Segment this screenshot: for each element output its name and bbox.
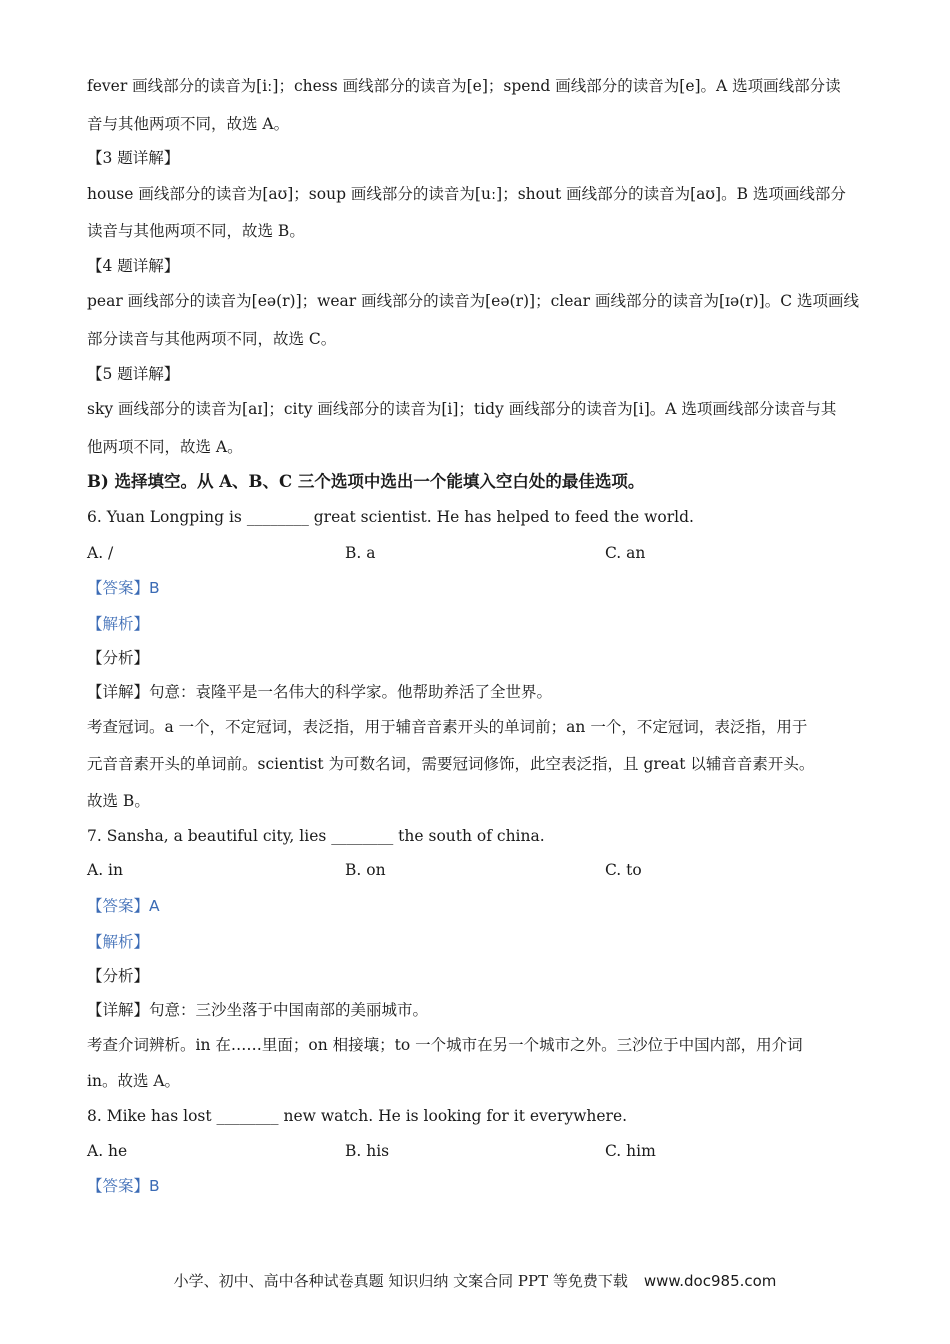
analysis-label: 【解析】 [87, 615, 150, 633]
detail-line: 【详解】句意：袁隆平是一名伟大的科学家。他帮助养活了全世界。 [87, 683, 553, 701]
section-heading: B) 选择填空。从 A、B、C 三个选项中选出一个能填入空白处的最佳选项。 [87, 472, 645, 491]
option-a: A. / [87, 544, 114, 562]
explanation-line: 元音音素开头的单词前。scientist 为可数名词，需要冠词修饰，此空表泛指，且 great 以辅音音素开头。 [87, 755, 815, 773]
explanation-line: in。故选 A。 [87, 1072, 181, 1090]
option-c: C. to [605, 861, 642, 879]
explanation-line: house 画线部分的读音为[aʊ]；soup 画线部分的读音为[uː]；shout 画线部分的读音为[aʊ]。B 选项画线部分 [87, 185, 846, 203]
question-8: 8. Mike has lost ________ new watch. He is looking for it everywhere. [87, 1107, 628, 1125]
answer-label: 【答案】B [87, 579, 160, 597]
fenxi-label: 【分析】 [87, 649, 150, 667]
footer-url[interactable]: www.doc985.com [643, 1272, 777, 1290]
explanation-line: 故选 B。 [87, 792, 150, 810]
option-b: B. on [345, 861, 386, 879]
detail-line: 【详解】句意：三沙坐落于中国南部的美丽城市。 [87, 1001, 429, 1019]
explanation-line: 音与其他两项不同，故选 A。 [87, 115, 290, 133]
question-6: 6. Yuan Longping is ________ great scientist. He has helped to feed the world. [87, 508, 694, 526]
option-c: C. him [605, 1142, 656, 1160]
question-7: 7. Sansha, a beautiful city, lies ________ the south of china. [87, 827, 545, 845]
subheading-q3: 【3 题详解】 [87, 149, 180, 167]
explanation-line: 他两项不同，故选 A。 [87, 438, 243, 456]
explanation-line: 部分读音与其他两项不同，故选 C。 [87, 330, 337, 348]
footer-text: 小学、初中、高中各种试卷真题 知识归纳 文案合同 PPT 等免费下载 [173, 1272, 628, 1290]
option-c: C. an [605, 544, 646, 562]
explanation-line: 考查介词辨析。in 在……里面；on 相接壤；to 一个城市在另一个城市之外。三沙位于中国内部，用介词 [87, 1036, 803, 1054]
option-b: B. a [345, 544, 376, 562]
explanation-line: fever 画线部分的读音为[iː]；chess 画线部分的读音为[e]；spend 画线部分的读音为[e]。A 选项画线部分读 [87, 77, 841, 95]
option-a: A. in [87, 861, 123, 879]
explanation-line: 考查冠词。a 一个，不定冠词，表泛指，用于辅音音素开头的单词前；an 一个，不定冠词，表泛指，用于 [87, 718, 808, 736]
fenxi-label: 【分析】 [87, 967, 150, 985]
answer-label: 【答案】B [87, 1177, 160, 1195]
answer-label: 【答案】A [87, 897, 160, 915]
explanation-line: sky 画线部分的读音为[aɪ]；city 画线部分的读音为[i]；tidy 画线部分的读音为[i]。A 选项画线部分读音与其 [87, 400, 837, 418]
analysis-label: 【解析】 [87, 933, 150, 951]
explanation-line: 读音与其他两项不同，故选 B。 [87, 222, 305, 240]
option-b: B. his [345, 1142, 390, 1160]
subheading-q4: 【4 题详解】 [87, 257, 180, 275]
option-a: A. he [87, 1142, 128, 1160]
page-footer [0, 1270, 950, 1291]
subheading-q5: 【5 题详解】 [87, 365, 180, 383]
explanation-line: pear 画线部分的读音为[eə(r)]；wear 画线部分的读音为[eə(r)]；clear 画线部分的读音为[ɪə(r)]。C 选项画线 [87, 292, 859, 310]
